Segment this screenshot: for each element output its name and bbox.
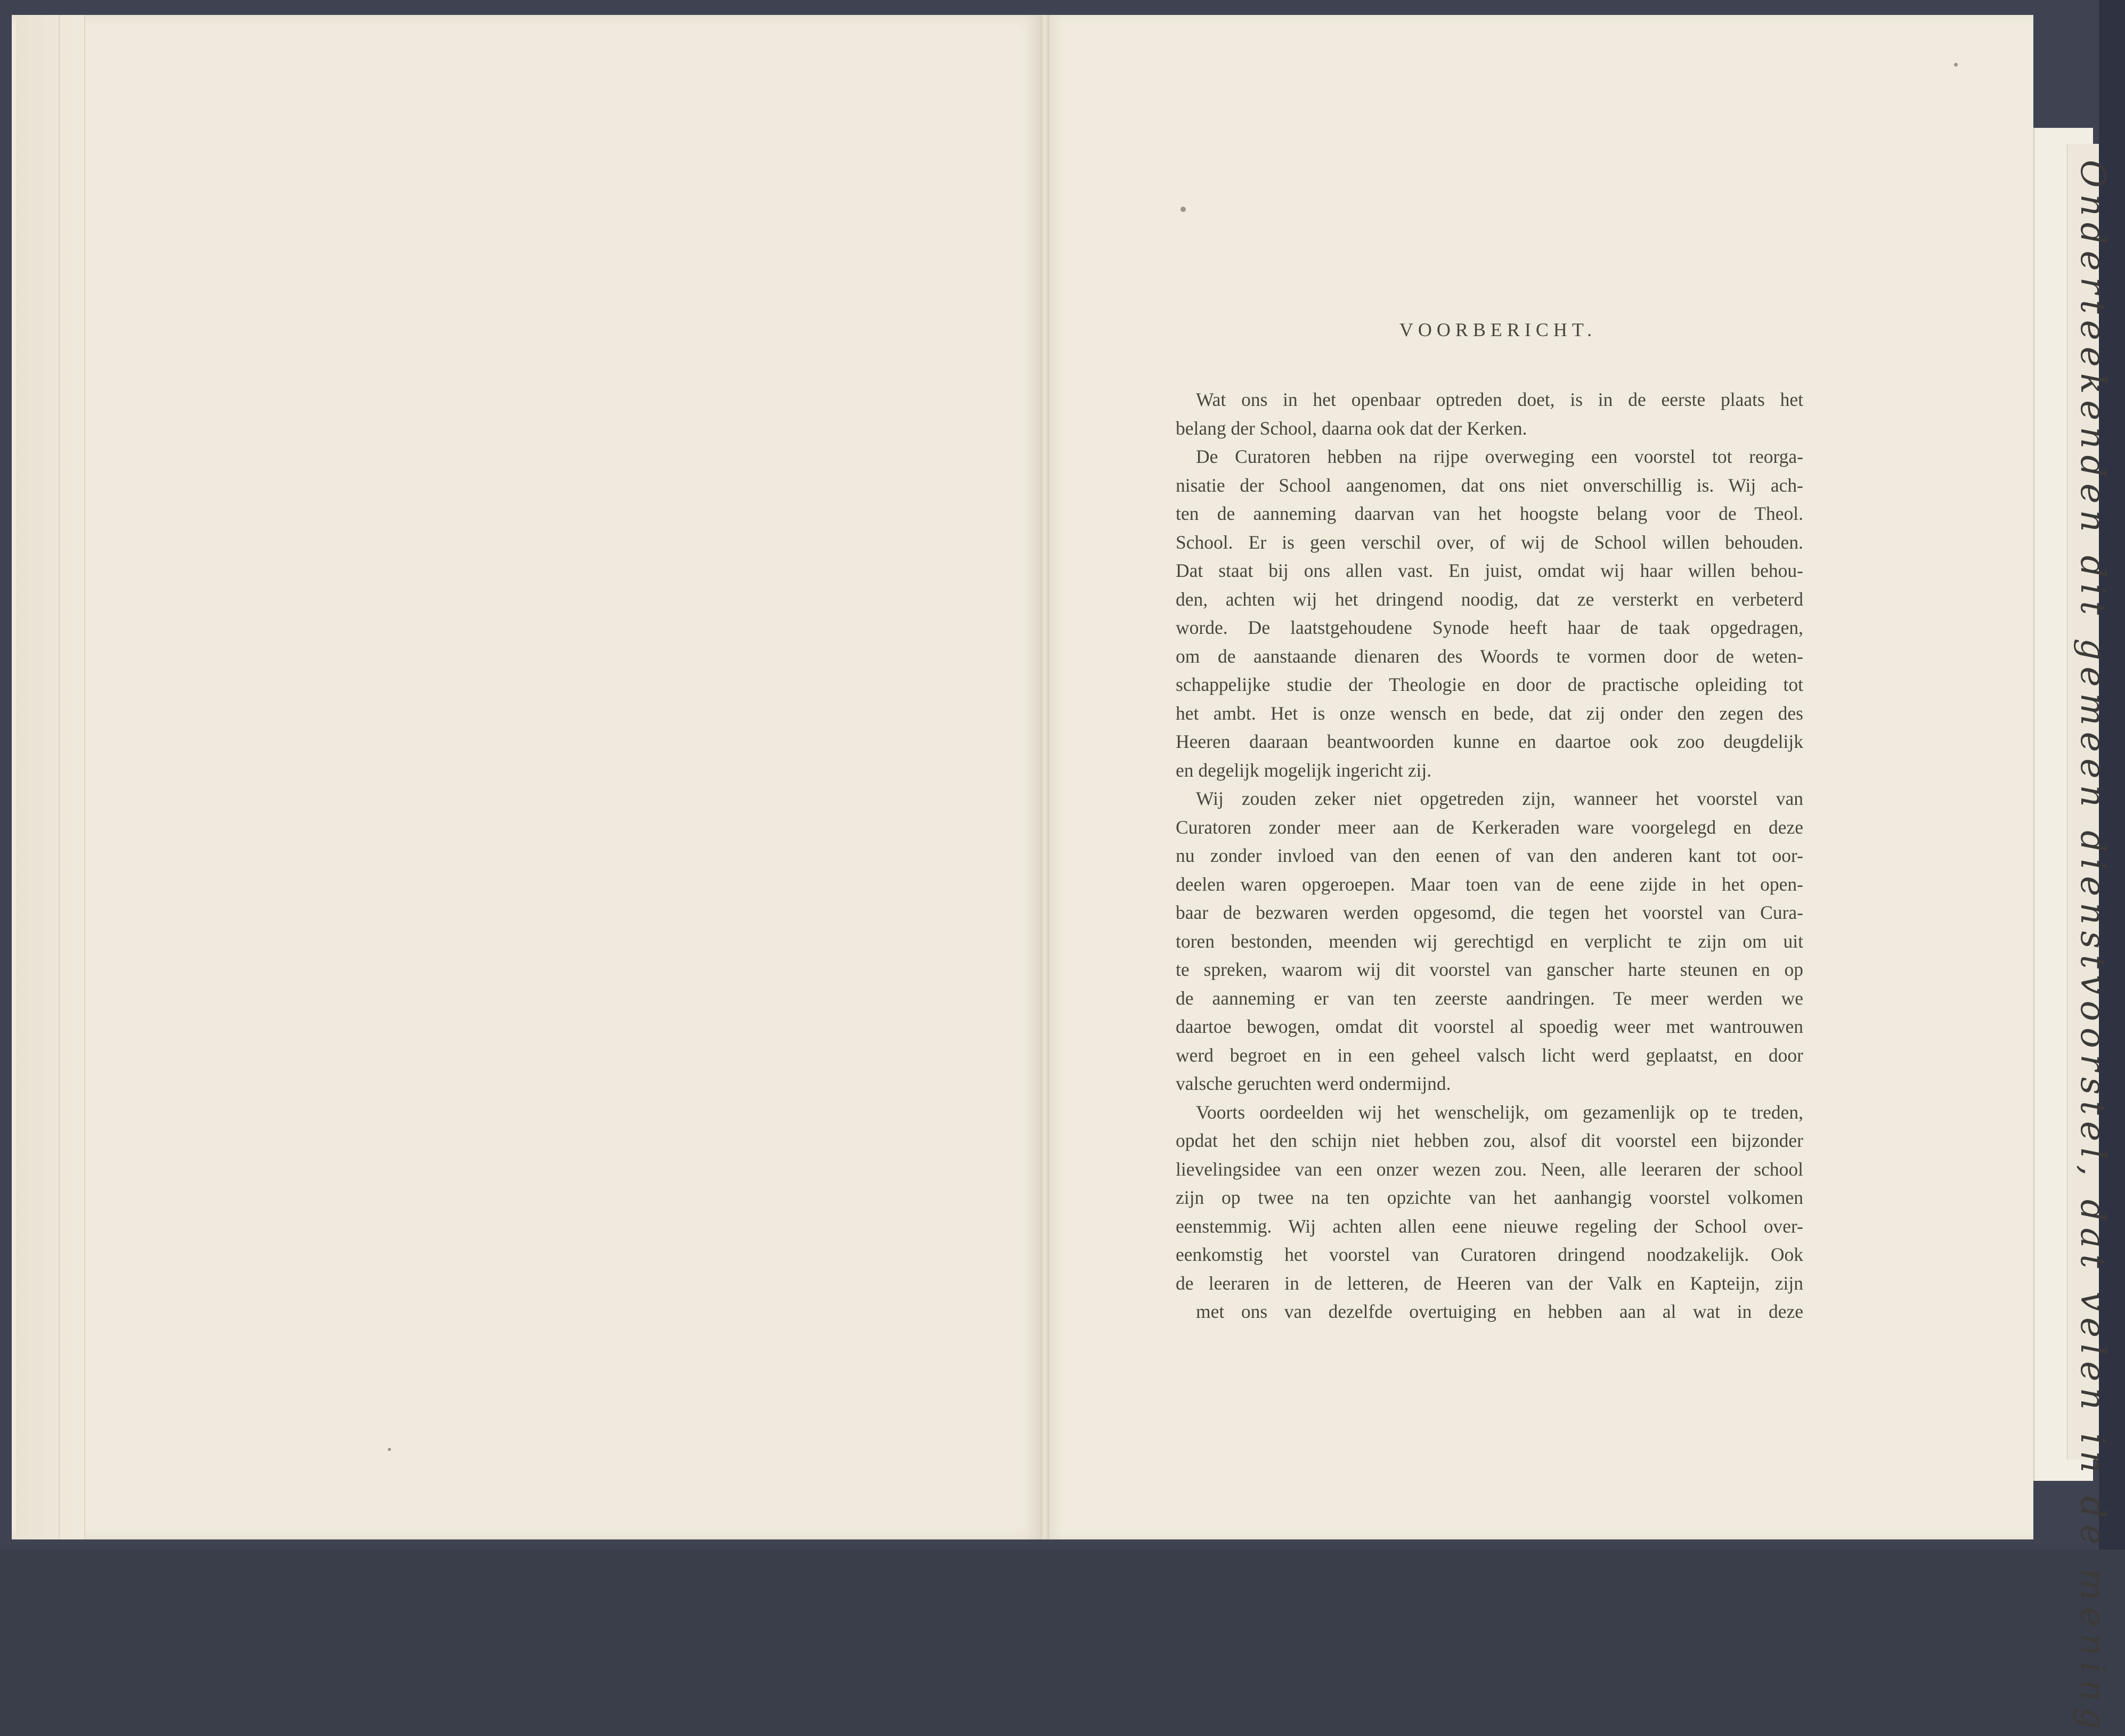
handwritten-note: Onderteekenden dit gemeen dienstvoorstel, dat velen in de mening bbox=[2073, 160, 2112, 1736]
text-line: zijn op twee na ten opzichte van het aanhangig voorstel volkomen bbox=[1176, 1187, 1803, 1208]
text-line: De Curatoren hebben na rijpe overweging een voorstel tot reorga- bbox=[1196, 446, 1803, 467]
text-line: schappelijke studie der Theologie en door de practische opleiding tot bbox=[1176, 674, 1803, 695]
text-line: om de aanstaande dienaren des Woords te vormen door de weten- bbox=[1176, 645, 1803, 667]
text-line: eenkomstig het voorstel van Curatoren dringend noodzakelijk. Ook bbox=[1176, 1244, 1803, 1265]
paper-speck bbox=[1180, 207, 1186, 212]
text-line: nisatie der School aangenomen, dat ons niet onverschillig is. Wij ach- bbox=[1176, 474, 1803, 496]
text-line: het ambt. Het is onze wensch en bede, dat zij onder den zegen des bbox=[1176, 702, 1803, 724]
text-line: toren bestonden, meenden wij gerechtigd en verplicht te zijn om uit bbox=[1176, 930, 1803, 952]
text-line: valsche geruchten werd ondermijnd. bbox=[1176, 1073, 1451, 1094]
paper-speck bbox=[1954, 63, 1958, 67]
left-page bbox=[12, 15, 1040, 1539]
text-line: Voorts oordeelden wij het wenschelijk, om gezamenlijk op te treden, bbox=[1196, 1101, 1803, 1123]
paper-speck bbox=[388, 1448, 391, 1451]
text-line: lievelingsidee van een onzer wezen zou. Neen, alle leeraren der school bbox=[1176, 1158, 1803, 1180]
text-line: Wij zouden zeker niet opgetreden zijn, wanneer het voorstel van bbox=[1196, 788, 1803, 809]
text-line: nu zonder invloed van den eenen of van den anderen kant tot oor- bbox=[1176, 845, 1803, 866]
left-page-edge bbox=[16, 15, 85, 1539]
text-line: baar de bezwaren werden opgesomd, die tegen het voorstel van Cura- bbox=[1176, 902, 1803, 923]
text-line: Heeren daaraan beantwoorden kunne en daartoe ook zoo deugdelijk bbox=[1176, 731, 1803, 752]
text-line: ten de aanneming daarvan van het hoogste belang voor de Theol. bbox=[1176, 503, 1803, 524]
text-line: en degelijk mogelijk ingericht zij. bbox=[1176, 759, 1432, 781]
text-line: werd begroet en in een geheel valsch licht werd geplaatst, en door bbox=[1176, 1044, 1803, 1066]
page-heading: VOORBERICHT. bbox=[1399, 319, 1597, 340]
text-line: Wat ons in het openbaar optreden doet, is in de eerste plaats het bbox=[1196, 389, 1803, 410]
text-line: daartoe bewogen, omdat dit voorstel al spoedig weer met wantrouwen bbox=[1176, 1016, 1803, 1037]
text-line: School. Er is geen verschil over, of wij de School willen behouden. bbox=[1176, 531, 1803, 553]
text-line: Curatoren zonder meer aan de Kerkeraden ware voorgelegd en deze bbox=[1176, 816, 1803, 838]
book-gutter bbox=[1040, 15, 1049, 1539]
text-line: opdat het den schijn niet hebben zou, alsof dit voorstel een bijzonder bbox=[1176, 1130, 1803, 1151]
text-line: deelen waren opgeroepen. Maar toen van de eene zijde in het open- bbox=[1176, 873, 1803, 895]
text-line: den, achten wij het dringend noodig, dat ze versterkt en verbeterd bbox=[1176, 588, 1803, 610]
text-line: worde. De laatstgehoudene Synode heeft haar de taak opgedragen, bbox=[1176, 617, 1803, 638]
body-text bbox=[1176, 386, 1803, 1326]
show-through-heading bbox=[490, 319, 516, 344]
text-line: de leeraren in de letteren, de Heeren van der Valk en Kapteijn, zijn bbox=[1176, 1272, 1803, 1294]
left-page-fold-line bbox=[59, 15, 60, 1539]
text-line: Dat staat bij ons allen vast. En juist, omdat wij haar willen behou- bbox=[1176, 560, 1803, 581]
text-line: met ons van dezelfde overtuiging en hebben aan al wat in deze bbox=[1196, 1301, 1803, 1322]
text-line: eenstemmig. Wij achten allen eene nieuwe regeling der School over- bbox=[1176, 1215, 1803, 1237]
text-line: de aanneming er van ten zeerste aandringen. Te meer werden we bbox=[1176, 987, 1803, 1009]
text-line: te spreken, waarom wij dit voorstel van ganscher harte steunen en op bbox=[1176, 959, 1803, 980]
text-line: belang der School, daarna ook dat der Kerken. bbox=[1176, 417, 1527, 439]
